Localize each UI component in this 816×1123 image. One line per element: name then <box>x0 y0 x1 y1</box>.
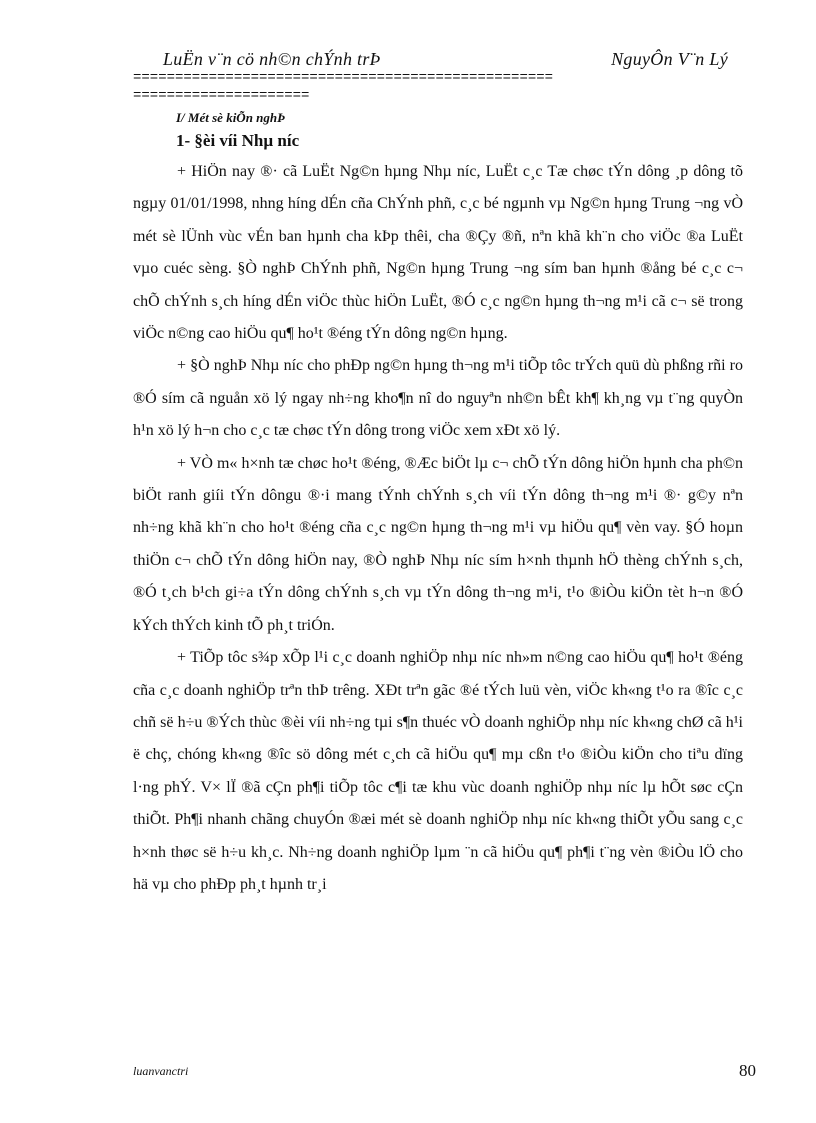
section-heading: I/ Mét sè kiÕn nghÞ <box>176 110 286 125</box>
running-header-author: NguyÔn V¨n Lý <box>611 49 728 69</box>
running-header-title: LuËn v¨n cö nh©n chÝnh trÞ <box>163 49 381 69</box>
section-subheading: 1- §èi víi Nhµ níc <box>176 131 300 150</box>
paragraph-3: + VÒ m« h×nh tæ chøc ho¹t ®éng, ®Æc biÖt lµ c¬ chÕ tÝn dông hiÖn hµnh cha ph©n biÖt ranh giíi tÝn dôngu ®·i mang tÝnh chÝnh s¸ch víi tÝn dông th¬ng m¹i ®· g©y nªn nh÷ng khã kh¨n cho ho¹t ®éng cña c¸c ng©n hµng th¬ng m¹i vµ hiÖu qu¶ vèn vay. §Ó hoµn thiÖn c¬ chÕ tÝn dông hiÖn nay, ®Ò nghÞ Nhµ níc sím h×nh thµnh hÖ thèng chÝnh s¸ch, ®Ó t¸ch b¹ch gi÷a tÝn dông chÝnh s¸ch vµ tÝn dông th¬ng m¹i, t¹o ®iÒu kiÖn tèt h¬n ®Ó kÝch thÝch kinh tÕ ph¸t triÓn. <box>133 454 743 634</box>
footer-label: luanvanctri <box>133 1064 189 1078</box>
paragraph-4: + TiÕp tôc s¾p xÕp l¹i c¸c doanh nghiÖp nhµ níc nh»m n©ng cao hiÖu qu¶ ho¹t ®éng cña c¸c doanh nghiÖp trªn thÞ trêng. XÐt trªn gãc ®é tÝch luü vèn, viÖc kh«ng t¹o ra ®îc c¸c chñ së h÷u ®Ých thùc ®èi víi nh÷ng tµi s¶n thuéc vÒ doanh nghiÖp nhµ níc kh«ng chØ cã h¹i ë chç, chóng kh«ng ®îc sö dông mét c¸ch cã hiÖu qu¶ mµ cßn t¹o ®iÒu kiÖn cho tiªu dïng l·ng phÝ. V× lÏ ®ã cÇn ph¶i tiÕp tôc c¶i tæ khu vùc doanh nghiÖp nhµ níc lµ hÕt søc cÇn thiÕt. Ph¶i nhanh chãng chuyÓn ®æi mét sè doanh nghiÖp nhµ níc kh«ng thiÕt yÕu sang c¸c h×nh thøc së h÷u kh¸c. Nh÷ng doanh nghiÖp lµm ¨n cã hiÖu qu¶ ph¶i t¨ng vèn ®iÒu lÖ cho hä vµ cho phÐp ph¸t hµnh tr¸i <box>133 649 743 893</box>
page-number: 80 <box>739 1061 756 1080</box>
body-text <box>133 156 743 901</box>
header-rule-line-1: ================================================== <box>133 70 554 86</box>
paragraph-1: + HiÖn nay ®· cã LuËt Ng©n hµng Nhµ níc, LuËt c¸c Tæ chøc tÝn dông ¸p dông tõ ngµy 01/01/1998, nhng híng dÉn cña ChÝnh phñ, c¸c bé ngµnh vµ Ng©n hµng Trung ¬ng vÒ mét sè lÜnh vùc vÉn ban hµnh cha kÞp thêi, cha ®Çy ®ñ, nªn khã kh¨n cho viÖc ®a LuËt vµo cuéc sèng. §Ò nghÞ ChÝnh phñ, Ng©n hµng Trung ¬ng sím ban hµnh ®ång bé c¸c c¬ chÕ chÝnh s¸ch híng dÉn viÖc thùc hiÖn LuËt, ®Ó c¸c ng©n hµng th¬ng m¹i cã c¬ së trong viÖc n©ng cao hiÖu qu¶ ho¹t ®éng tÝn dông ng©n hµng. <box>133 163 743 343</box>
header-rule-line-2: ===================== <box>133 88 310 104</box>
paragraph-2: + §Ò nghÞ Nhµ níc cho phÐp ng©n hµng th¬ng m¹i tiÕp tôc trÝch quü dù phßng rñi ro ®Ó sím cã nguån xö lý ngay nh÷ng kho¶n nî do nguyªn nh©n bÊt kh¶ kh¸ng vµ t¨ng quyÒn h¹n xö lý h¬n cho c¸c tæ chøc tÝn dông trong viÖc xem xÐt xö lý. <box>133 357 743 440</box>
